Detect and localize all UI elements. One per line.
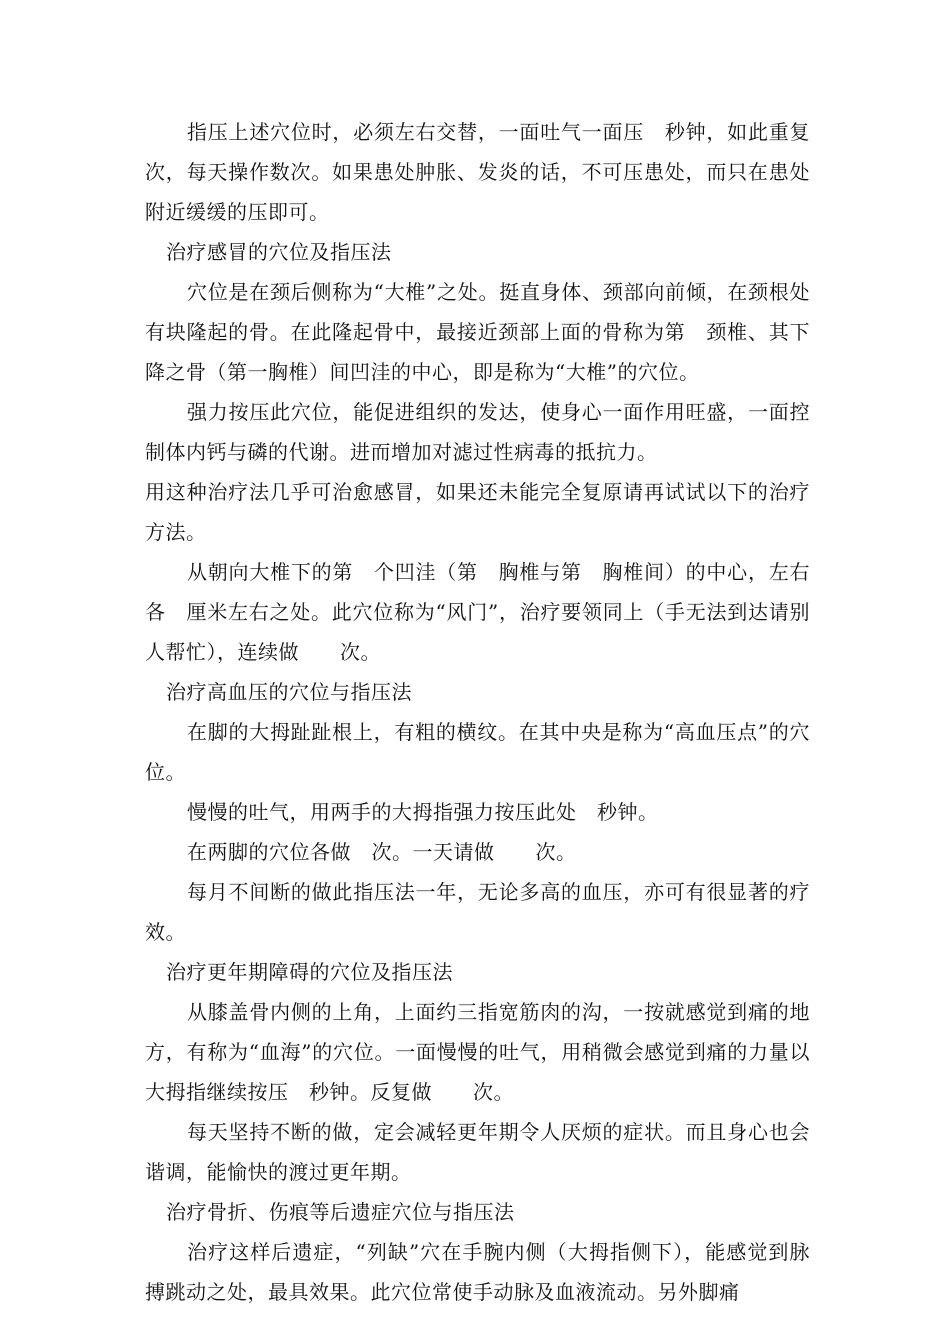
paragraph-xuehai: 从膝盖骨内侧的上角，上面约三指宽筋肉的沟，一按就感觉到痛的地方，有称为“血海”的穴位。一面慢慢的吐气，用稍微会感觉到痛的力量以大拇指继续按压 秒钟。反复做 次。 [145,1000,810,1104]
document-body [145,112,851,1312]
paragraph-hypertension-result: 每月不间断的做此指压法一年，无论多高的血压，亦可有很显著的疗效。 [145,880,810,944]
paragraph-menopause-result: 每天坚持不断的做，定会减轻更年期令人厌烦的症状。而且身心也会谐调，能愉快的渡过更年期。 [145,1120,810,1184]
heading-fracture-treatment: 治疗骨折、伤痕等后遗症穴位与指压法 [166,1200,515,1224]
paragraph-hypertension-repeat: 在两脚的穴位各做 次。一天请做 次。 [187,840,577,864]
paragraph-fengmen: 从朝向大椎下的第 个凹洼（第 胸椎与第 胸椎间）的中心，左右各 厘米左右之处。此穴位称为“风门”，治疗要领同上（手无法到达请别人帮忙），连续做 次。 [145,560,810,664]
paragraph-dazhui-effect: 强力按压此穴位，能促进组织的发达，使身心一面作用旺盛，一面控制体内钙与磷的代谢。进而增加对滤过性病毒的抵抗力。 [145,400,810,464]
paragraph-acupressure-instructions: 指压上述穴位时，必须左右交替，一面吐气一面压 秒钟，如此重复 次，每天操作数次。如果患处肿胀、发炎的话，不可压患处，而只在患处附近缓缓的压即可。 [145,120,851,224]
paragraph-dazhui-location: 穴位是在颈后侧称为“大椎”之处。挺直身体、颈部向前倾，在颈根处有块隆起的骨。在此隆起骨中，最接近颈部上面的骨称为第 颈椎、其下降之骨（第一胸椎）间凹洼的中心，即是称为“大椎”的穴位。 [145,280,810,384]
paragraph-hypertension-point: 在脚的大拇趾趾根上，有粗的横纹。在其中央是称为“高血压点”的穴位。 [145,720,810,784]
paragraph-hypertension-press: 慢慢的吐气，用两手的大拇指强力按压此处 秒钟。 [187,800,659,824]
heading-hypertension-treatment: 治疗高血压的穴位与指压法 [166,680,412,704]
heading-menopause-treatment: 治疗更年期障碍的穴位及指压法 [166,960,453,984]
paragraph-lieque: 治疗这样后遗症，“列缺”穴在手腕内侧（大拇指侧下），能感觉到脉搏跳动之处，最具效果。此穴位常使手动脉及血液流动。另外脚痛 [145,1240,810,1304]
heading-cold-treatment: 治疗感冒的穴位及指压法 [166,240,392,264]
paragraph-cold-cure: 用这种治疗法几乎可治愈感冒，如果还未能完全复原请再试试以下的治疗方法。 [145,480,810,544]
